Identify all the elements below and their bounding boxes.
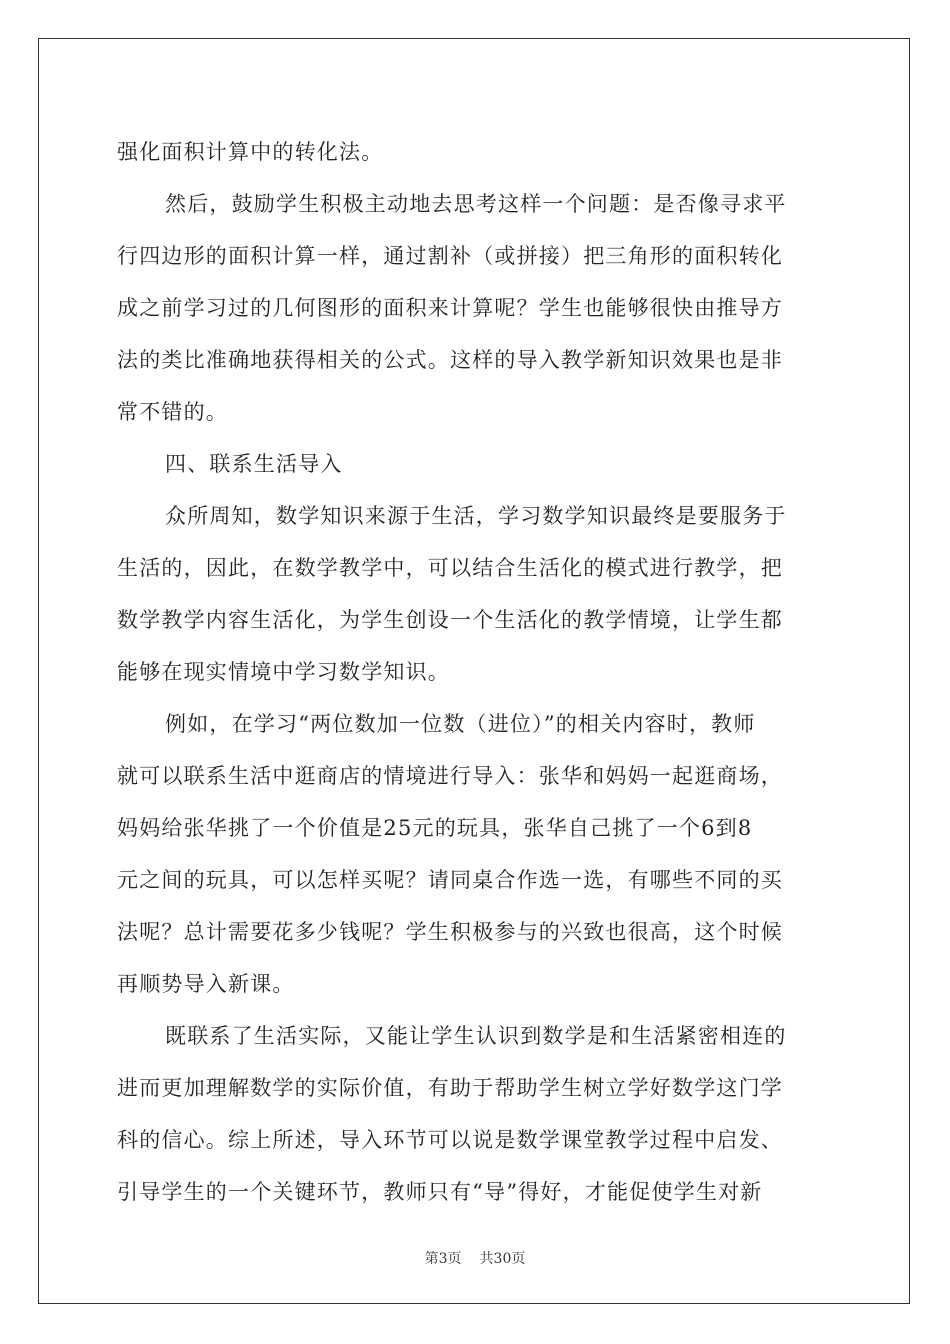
- text-line: 法呢？总计需要花多少钱呢？学生积极参与的兴致也很高，这个时候: [117, 920, 783, 944]
- text-line: 常不错的。: [117, 400, 228, 424]
- text-line: 法的类比准确地获得相关的公式。这样的导入教学新知识效果也是非: [117, 348, 783, 372]
- text-line: 成之前学习过的几何图形的面积来计算呢？学生也能够很快由推导方: [117, 296, 783, 320]
- text-line: 众所周知，数学知识来源于生活，学习数学知识最终是要服务于: [165, 504, 787, 528]
- page-footer: [0, 1248, 950, 1268]
- text-line: 妈妈给张华挑了一个价值是25元的玩具，张华自己挑了一个6到8: [117, 816, 753, 840]
- text-line: 强化面积计算中的转化法。: [117, 140, 384, 164]
- text-line: 就可以联系生活中逛商店的情境进行导入：张华和妈妈一起逛商场，: [117, 764, 783, 788]
- section-heading: 四、联系生活导入: [165, 452, 343, 476]
- text-line: 生活的，因此，在数学教学中，可以结合生活化的模式进行教学，把: [117, 556, 783, 580]
- text-line: 数学教学内容生活化，为学生创设一个生活化的教学情境，让学生都: [117, 608, 783, 632]
- text-line: 再顺势导入新课。: [117, 972, 295, 996]
- text-line: 科的信心。综上所述，导入环节可以说是数学课堂教学过程中启发、: [117, 1128, 783, 1152]
- text-line: 既联系了生活实际，又能让学生认识到数学是和生活紧密相连的: [165, 1024, 787, 1048]
- page-total: 共30页: [479, 1251, 526, 1267]
- text-line: 能够在现实情境中学习数学知识。: [117, 660, 450, 684]
- text-line: 元之间的玩具，可以怎样买呢？请同桌合作选一选，有哪些不同的买: [117, 868, 783, 892]
- text-line: 例如，在学习“两位数加一位数（进位）”的相关内容时，教师: [165, 712, 756, 736]
- page-number: 第3页: [424, 1251, 462, 1267]
- text-line: 然后，鼓励学生积极主动地去思考这样一个问题：是否像寻求平: [165, 192, 787, 216]
- text-line: 引导学生的一个关键环节，教师只有“导”得好，才能促使学生对新: [117, 1180, 763, 1204]
- text-line: 行四边形的面积计算一样，通过割补（或拼接）把三角形的面积转化: [117, 244, 783, 268]
- text-line: 进而更加理解数学的实际价值，有助于帮助学生树立学好数学这门学: [117, 1076, 783, 1100]
